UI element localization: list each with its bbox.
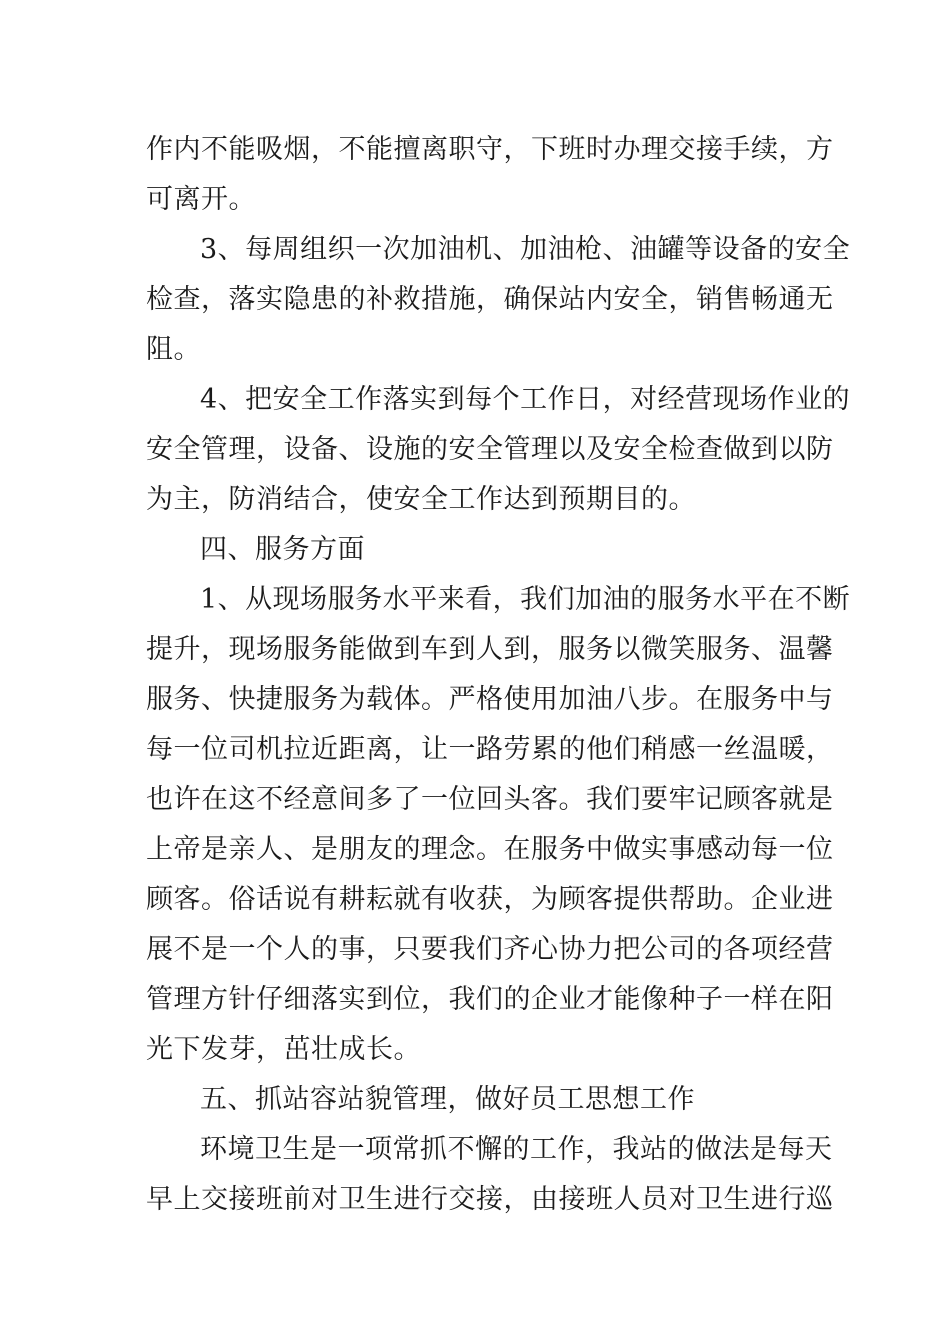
text-line: 可离开。	[146, 184, 256, 215]
paragraph-start: 环境卫生是一项常抓不懈的工作，我站的做法是每天	[200, 1134, 833, 1165]
paragraph-start: 3、每周组织一次加油机、加油枪、油罐等设备的安全	[200, 234, 851, 265]
section-heading: 五、抓站容站貌管理，做好员工思想工作	[200, 1084, 695, 1115]
text-line: 作内不能吸烟，不能擅离职守，下班时办理交接手续，方	[146, 134, 834, 165]
text-line: 早上交接班前对卫生进行交接，由接班人员对卫生进行巡	[146, 1184, 834, 1215]
text-line: 提升，现场服务能做到车到人到，服务以微笑服务、温馨	[146, 634, 834, 665]
text-line: 服务、快捷服务为载体。严格使用加油八步。在服务中与	[146, 684, 834, 715]
text-line: 检查，落实隐患的补救措施，确保站内安全，销售畅通无	[146, 284, 834, 315]
text-line: 管理方针仔细落实到位，我们的企业才能像种子一样在阳	[146, 984, 834, 1015]
text-line: 光下发芽，茁壮成长。	[146, 1034, 421, 1065]
text-line: 顾客。俗话说有耕耘就有收获，为顾客提供帮助。企业进	[146, 884, 834, 915]
section-heading: 四、服务方面	[200, 534, 365, 565]
text-line: 上帝是亲人、是朋友的理念。在服务中做实事感动每一位	[146, 834, 834, 865]
text-line: 也许在这不经意间多了一位回头客。我们要牢记顾客就是	[146, 784, 834, 815]
paragraph-start: 4、把安全工作落实到每个工作日，对经营现场作业的	[200, 384, 851, 415]
text-line: 每一位司机拉近距离，让一路劳累的他们稍感一丝温暖，	[146, 734, 834, 765]
paragraph-start: 1、从现场服务水平来看，我们加油的服务水平在不断	[200, 584, 851, 615]
text-line: 安全管理，设备、设施的安全管理以及安全检查做到以防	[146, 434, 834, 465]
text-line: 为主，防消结合，使安全工作达到预期目的。	[146, 484, 696, 515]
text-line: 展不是一个人的事，只要我们齐心协力把公司的各项经营	[146, 934, 834, 965]
text-line: 阻。	[146, 334, 201, 365]
